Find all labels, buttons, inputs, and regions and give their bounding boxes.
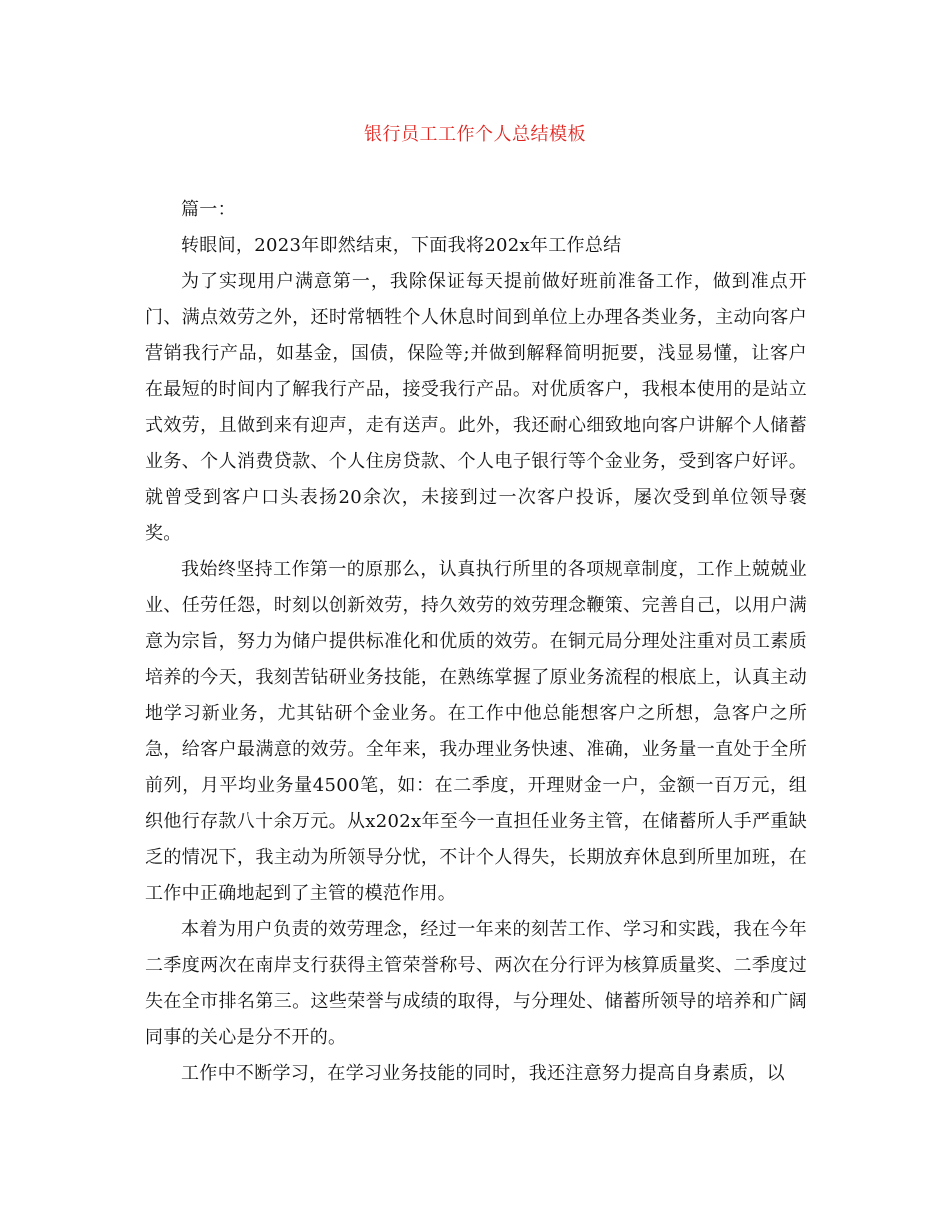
paragraph-intro: 转眼间，2023年即然结束，下面我将202x年工作总结	[181, 235, 622, 256]
document-title: 银行员工工作个人总结模板	[364, 124, 586, 145]
paragraph-work-principles: 我始终坚持工作第一的原那么，认真执行所里的各项规章制度，工作上兢兢业业、任劳任怨，时刻以创新效劳，持久效劳的效劳理念鞭策、完善自己，以用户满意为宗旨，努力为储户提供标准化和优质的效劳。在铜元局分理处注重对员工素质培养的今天，我刻苦钻研业务技能，在熟练掌握了原业务流程的根底上，认真主动地学习新业务，尤其钻研个金业务。在工作中他总能想客户之所想，急客户之所急，给客户最满意的效劳。全年来，我办理业务快速、准确，业务量一直处于全所前列，月平均业务量4500笔，如：在二季度，开理财金一户，金额一百万元，组织他行存款八十余万元。从x202x年至今一直担任业务主管，在储蓄所人手严重缺乏的情况下，我主动为所领导分忧，不计个人得失，长期放弃休息到所里加班，在工作中正确地起到了主管的模范作用。	[145, 559, 807, 904]
paragraph-honors: 本着为用户负责的效劳理念，经过一年来的刻苦工作、学习和实践，我在今年二季度两次在南岸支行获得主管荣誉称号、两次在分行评为核算质量奖、二季度过失在全市排名第三。这些荣誉与成绩的取得，与分理处、储蓄所领导的培养和广阔同事的关心是分不开的。	[145, 919, 807, 1048]
paragraph-learning: 工作中不断学习，在学习业务技能的同时，我还注意努力提高自身素质，以	[181, 1063, 785, 1084]
paragraph-customer-service: 为了实现用户满意第一，我除保证每天提前做好班前准备工作，做到准点开门、满点效劳之外，还时常牺牲个人休息时间到单位上办理各类业务，主动向客户营销我行产品，如基金，国债，保险等;并做到解释简明扼要，浅显易懂，让客户在最短的时间内了解我行产品，接受我行产品。对优质客户，我根本使用的是站立式效劳，且做到来有迎声，走有送声。此外，我还耐心细致地向客户讲解个人储蓄业务、个人消费贷款、个人住房贷款、个人电子银行等个金业务，受到客户好评。就曾受到客户口头表扬20余次，未接到过一次客户投诉，屡次受到单位领导褒奖。	[145, 271, 807, 544]
document-body	[145, 192, 807, 1092]
paragraph-section-label: 篇一：	[181, 199, 236, 220]
